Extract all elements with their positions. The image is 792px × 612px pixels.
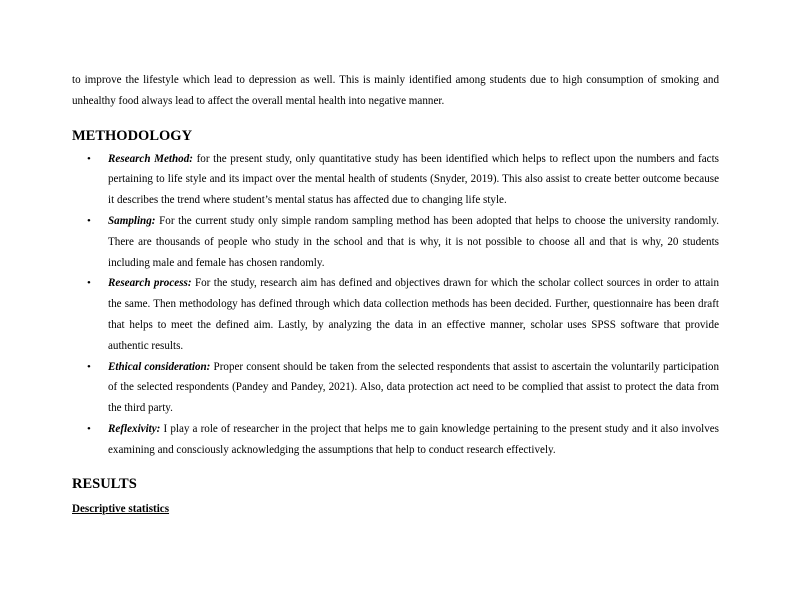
bullet-icon: •: [87, 214, 91, 227]
item-text: for the present study, only quantitative study has been identified which helps to reflect upon the numbers and facts pertaining to life style and its impact over the mental health of students (Snyder, 2019). This also assist to create better outcome because it describes the trend where student’s mental status has affected due to changing life style.: [108, 152, 719, 207]
descriptive-statistics-subheading: Descriptive statistics: [72, 502, 170, 515]
bullet-icon: •: [87, 422, 91, 435]
item-term: Reflexivity:: [108, 422, 161, 435]
item-term: Research Method:: [108, 152, 193, 165]
item-text: For the current study only simple random sampling method has been adopted that helps to choose the university randomly. There are thousands of people who study in the school and that is why, it is not possible to choose all and that is why, 20 students including male and female has chosen randomly.: [108, 214, 719, 269]
item-text: I play a role of researcher in the project that helps me to gain knowledge pertaining to the present study and it also involves examining and consciously acknowledging the assumptions that help to conduct research effectively.: [108, 422, 719, 456]
item-term: Research process:: [108, 277, 192, 290]
bullet-icon: •: [87, 360, 91, 373]
bullet-icon: •: [87, 277, 91, 290]
methodology-list: [72, 149, 719, 461]
item-text: For the study, research aim has defined and objectives drawn for which the scholar collect sources in order to attain the same. Then methodology has defined through which data collection methods has been decided. Further, questionnaire has been draft that helps to meet the defined aim. Lastly, by analyzing the data in an effective manner, scholar uses SPSS software that provide authentic results.: [108, 277, 719, 352]
item-term: Ethical consideration:: [108, 360, 211, 373]
list-item-sampling: [72, 211, 719, 273]
methodology-heading: METHODOLOGY: [72, 127, 193, 144]
list-item-ethical-consideration: [72, 357, 719, 419]
item-text: Proper consent should be taken from the selected respondents that assist to ascertain the voluntarily participation of the selected respondents (Pandey and Pandey, 2021). Also, data protection act need to be complied that assist to protect the data from the third party.: [108, 360, 720, 415]
list-item-research-process: [72, 273, 719, 356]
results-heading: RESULTS: [72, 475, 137, 492]
bullet-icon: •: [87, 152, 91, 165]
item-term: Sampling:: [108, 214, 156, 227]
list-item-reflexivity: [72, 419, 719, 461]
document-page: [72, 70, 719, 519]
list-item-research-method: [72, 149, 719, 211]
intro-paragraph: to improve the lifestyle which lead to depression as well. This is mainly identified among students due to high consumption of smoking and unhealthy food always lead to affect the overall mental health into negative manner.: [72, 74, 719, 107]
